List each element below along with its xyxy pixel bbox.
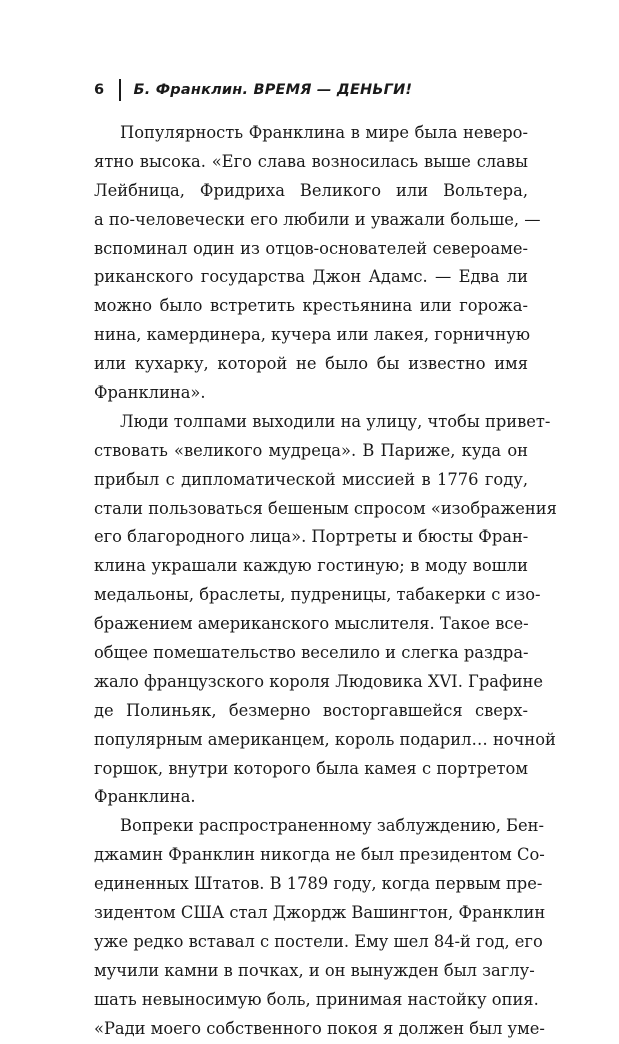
- text-line: общее помешательство веселило и слегка раздра-: [94, 643, 529, 663]
- text-line: Популярность Франклина в мире была неверо-: [120, 123, 528, 142]
- text-line: бражением американского мыслителя. Такое все-: [94, 614, 529, 634]
- text-line: де Полиньяк, безмерно восторгавшейся сверх-: [94, 700, 528, 720]
- text-line: джамин Франклин никогда не был президентом Со-: [94, 845, 545, 865]
- text-line: нина, камердинера, кучера или лакея, горничную: [94, 325, 531, 345]
- text-line: уже редко вставал с постели. Ему шел 84-й год, его: [94, 931, 543, 951]
- running-head-divider: [119, 79, 121, 101]
- body-text: [94, 119, 557, 1044]
- text-line: зидентом США стал Джордж Вашингтон, Франклин: [94, 903, 546, 923]
- text-line: Вопреки распространенному заблуждению, Бен-: [120, 816, 544, 836]
- text-line: риканского государства Джон Адамс. — Едва ли: [94, 267, 528, 287]
- text-line: клина украшали каждую гостиную; в моду вошли: [94, 556, 528, 576]
- text-line: жало французского короля Людовика XVI. Графине: [94, 671, 544, 691]
- text-line: популярным американцем, король подарил… ночной: [94, 729, 556, 749]
- text-line: единенных Штатов. В 1789 году, когда первым пре-: [94, 874, 543, 894]
- running-head-title: Б. Франклин. ВРЕМЯ — ДЕНЬГИ!: [133, 82, 413, 98]
- text-line: его благородного лица». Портреты и бюсты Фран-: [94, 527, 529, 547]
- paragraph-3: [94, 812, 546, 1043]
- text-line: «Ради моего собственного покоя я должен был уме-: [94, 1018, 545, 1038]
- paragraph-2: [94, 408, 557, 812]
- text-line: стали пользоваться бешеным спросом «изображения: [94, 498, 557, 518]
- text-line: Франклина».: [94, 383, 206, 403]
- text-line: мучили камни в почках, и он вынужден был заглу-: [94, 960, 535, 980]
- text-line: ствовать «великого мудреца». В Париже, куда он: [94, 440, 528, 460]
- page-number: 6: [94, 82, 105, 98]
- text-line: вспоминал один из отцов-основателей североаме-: [94, 238, 528, 258]
- text-line: прибыл с дипломатической миссией в 1776 году,: [94, 469, 528, 489]
- text-line: шать невыносимую боль, принимая настойку опия.: [94, 989, 539, 1009]
- paragraph-1: [94, 119, 541, 408]
- text-line: ятно высока. «Его слава возносилась выше славы: [94, 151, 528, 171]
- text-line: Люди толпами выходили на улицу, чтобы привет-: [120, 411, 551, 431]
- text-line: а по-человечески его любили и уважали больше, —: [94, 209, 541, 229]
- text-line: горшок, внутри которого была камея с портретом: [94, 758, 528, 778]
- running-head: [94, 79, 412, 101]
- text-line: Лейбница, Фридриха Великого или Вольтера,: [94, 180, 528, 200]
- text-line: можно было встретить крестьянина или горожа-: [94, 296, 528, 316]
- text-line: или кухарку, которой не было бы известно имя: [94, 354, 528, 374]
- text-line: Франклина.: [94, 787, 196, 807]
- text-line: медальоны, браслеты, пудреницы, табакерки с изо-: [94, 585, 541, 605]
